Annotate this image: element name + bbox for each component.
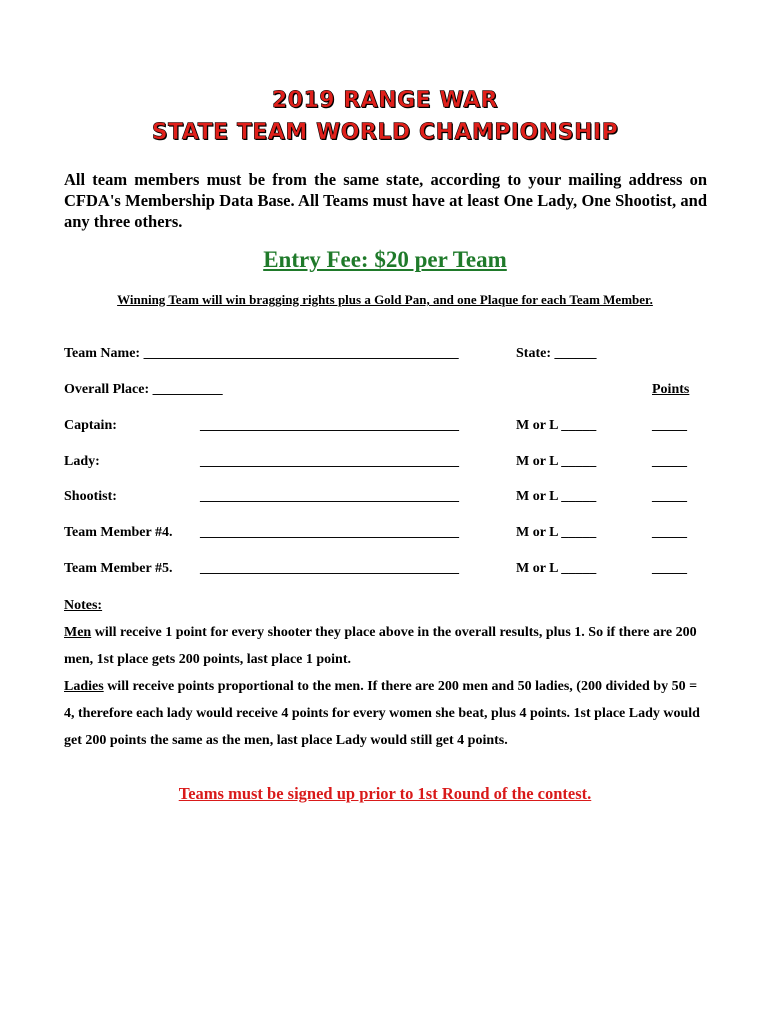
lady-name-blank[interactable]: _____________________________________ [200, 454, 459, 469]
gender-label: M or L [516, 489, 558, 504]
prize-statement: Winning Team will win bragging rights plus a Gold Pan, and one Plaque for each Team Member. [117, 292, 653, 307]
overall-place-field[interactable] [64, 382, 223, 398]
shootist-gender-field[interactable] [516, 489, 596, 505]
title-line-2: STATE TEAM WORLD CHAMPIONSHIP [151, 120, 619, 145]
member-4-name-blank[interactable]: _____________________________________ [200, 525, 459, 540]
team-name-label: Team Name: [64, 346, 141, 361]
state-label: State: [516, 346, 551, 361]
notes-heading: Notes: [64, 598, 103, 613]
gender-label: M or L [516, 525, 558, 540]
notes-section [64, 592, 710, 754]
captain-label: Captain: [64, 418, 117, 433]
shootist-name-blank[interactable]: _____________________________________ [200, 489, 459, 504]
gender-blank[interactable]: _____ [561, 454, 597, 469]
member-5-points-blank[interactable]: _____ [652, 561, 687, 576]
entry-fee: Entry Fee: $20 per Team [263, 247, 507, 272]
notes-ladies [64, 673, 710, 754]
member-4-label: Team Member #4. [64, 525, 173, 540]
gender-blank[interactable]: _____ [561, 561, 597, 576]
member-4-points-blank[interactable]: _____ [652, 525, 687, 540]
overall-place-blank[interactable]: __________ [152, 382, 223, 397]
shootist-label: Shootist: [64, 489, 117, 504]
member-5-gender-field[interactable] [516, 561, 596, 577]
gender-label: M or L [516, 561, 558, 576]
men-text: will receive 1 point for every shooter they place above in the overall results, plus 1. So if there are 200 men, 1st place gets 200 points, last place 1 point. [64, 625, 697, 667]
state-blank[interactable]: ______ [554, 346, 597, 361]
member-5-name-blank[interactable]: _____________________________________ [200, 561, 459, 576]
state-field[interactable] [516, 346, 597, 362]
ladies-text: will receive points proportional to the men. If there are 200 men and 50 ladies, (200 divided by 50 = 4, therefore each lady would receive 4 points for every women she beat, plus 4 points. 1st place Lady would get 200 points the same as the men, last place Lady would still get 4 points. [64, 679, 700, 748]
gender-blank[interactable]: _____ [561, 525, 597, 540]
captain-name-blank[interactable]: _____________________________________ [200, 418, 459, 433]
men-word: Men [64, 625, 92, 640]
lady-label: Lady: [64, 454, 100, 469]
shootist-points-blank[interactable]: _____ [652, 489, 687, 504]
team-name-blank[interactable]: _____________________________________________ [143, 346, 459, 361]
captain-points-blank[interactable]: _____ [652, 418, 687, 433]
overall-place-label: Overall Place: [64, 382, 150, 397]
member-4-gender-field[interactable] [516, 525, 596, 541]
captain-gender-field[interactable] [516, 418, 596, 434]
signup-warning: Teams must be signed up prior to 1st Round of the contest. [178, 784, 592, 803]
notes-men [64, 619, 710, 673]
intro-paragraph: All team members must be from the same state, according to your mailing address on CFDA's Membership Data Base. All Teams must have at least One Lady, One Shootist, and any three others. [64, 170, 707, 231]
gender-label: M or L [516, 418, 558, 433]
member-5-label: Team Member #5. [64, 561, 173, 576]
points-header: Points [652, 382, 690, 397]
gender-blank[interactable]: _____ [561, 418, 597, 433]
team-name-field[interactable] [64, 346, 459, 362]
ladies-word: Ladies [64, 679, 104, 694]
title-line-1: 2019 RANGE WAR [271, 88, 499, 113]
gender-label: M or L [516, 454, 558, 469]
lady-points-blank[interactable]: _____ [652, 454, 687, 469]
gender-blank[interactable]: _____ [561, 489, 597, 504]
lady-gender-field[interactable] [516, 454, 596, 470]
